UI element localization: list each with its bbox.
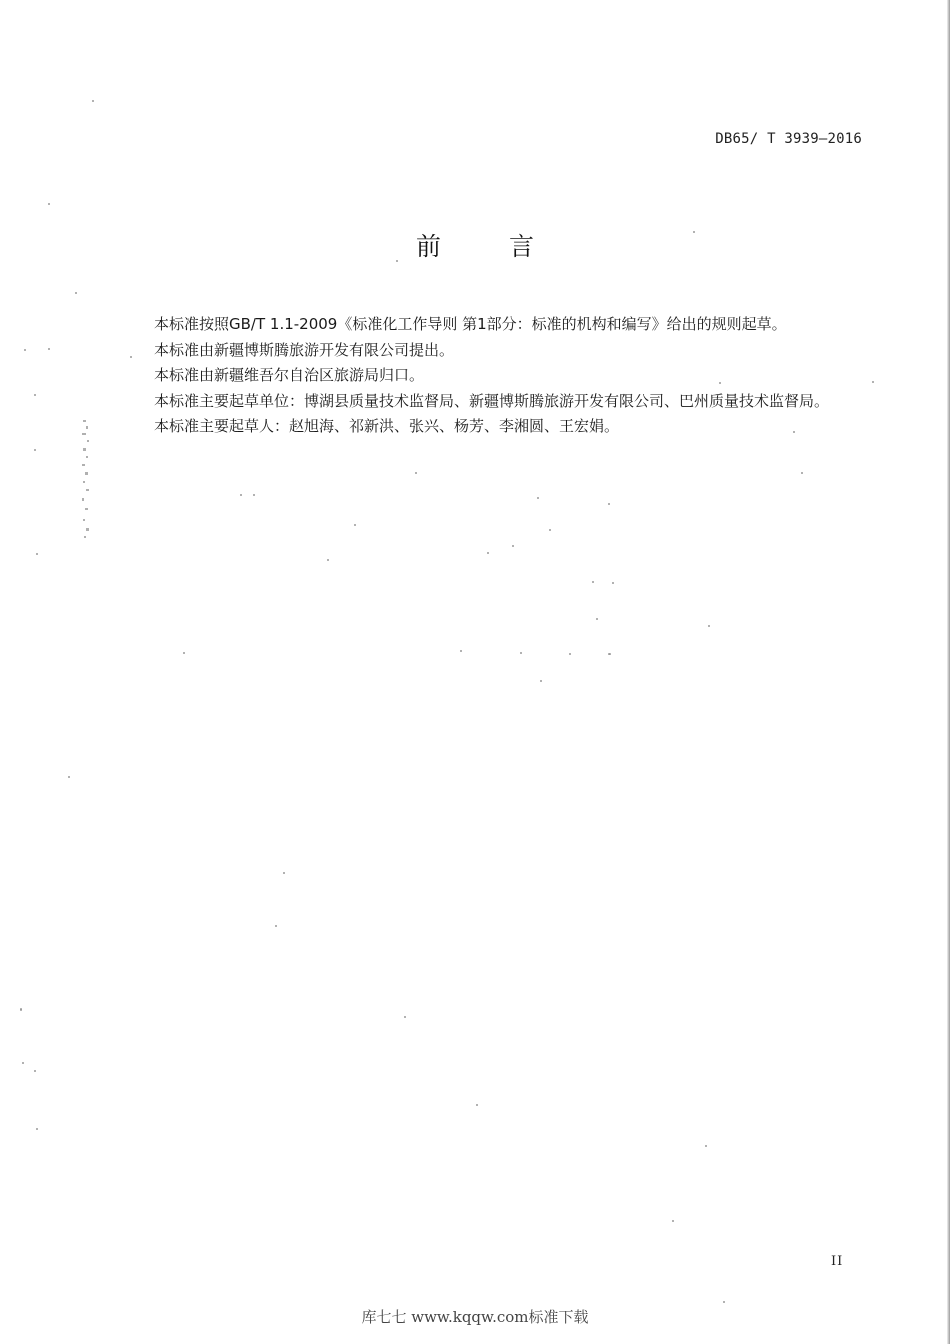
scan-speck — [540, 680, 542, 682]
scan-speck — [608, 503, 610, 505]
scan-speck — [36, 553, 38, 555]
scan-speck — [130, 356, 132, 358]
scan-speck — [34, 394, 36, 396]
scan-speck — [487, 552, 489, 554]
paragraph-drafting-units: 本标准主要起草单位：博湖县质量技术监督局、新疆博斯腾旅游开发有限公司、巴州质量技术监督局。 — [154, 391, 830, 410]
scan-speck — [537, 497, 539, 499]
scan-speck — [476, 1104, 478, 1106]
scan-speck — [549, 529, 551, 531]
scan-speck — [705, 1145, 707, 1147]
scan-speck — [872, 381, 874, 383]
scan-speck — [801, 472, 803, 474]
scan-speck — [396, 260, 398, 262]
scan-speck — [275, 925, 277, 927]
scan-speck — [596, 618, 598, 620]
scan-speck — [24, 349, 26, 351]
scan-speck — [34, 449, 36, 451]
scan-speck — [48, 203, 50, 205]
scan-smudge-mark — [80, 418, 92, 540]
scan-speck — [34, 1070, 36, 1072]
scan-speck — [512, 545, 514, 547]
scan-speck — [415, 472, 417, 474]
scan-speck — [719, 382, 721, 384]
page-number: II — [831, 1254, 844, 1269]
scan-speck — [327, 559, 329, 561]
paragraph-proposer: 本标准由新疆博斯腾旅游开发有限公司提出。 — [154, 340, 455, 359]
scan-speck — [75, 292, 77, 294]
scan-speck — [36, 1128, 38, 1130]
scan-speck — [68, 776, 70, 778]
scan-speck — [723, 1301, 725, 1303]
scan-speck — [283, 872, 285, 874]
scan-speck — [20, 1008, 22, 1011]
scan-speck — [48, 348, 50, 350]
paragraph-administrator: 本标准由新疆维吾尔自治区旅游局归口。 — [154, 366, 425, 384]
scan-speck — [592, 581, 594, 583]
scan-speck — [569, 653, 571, 655]
scan-speck — [708, 625, 710, 627]
scan-speck — [693, 231, 695, 233]
scan-speck — [404, 1016, 406, 1018]
scan-speck — [793, 431, 795, 433]
scan-speck — [240, 494, 242, 496]
paragraph-drafters: 本标准主要起草人：赵旭海、祁新洪、张兴、杨芳、李湘圆、王宏娟。 — [154, 417, 620, 435]
scan-speck — [672, 1220, 674, 1222]
scan-speck — [253, 494, 255, 496]
foreword-body — [121, 312, 863, 440]
page-title: 前 言 — [416, 232, 564, 261]
scan-speck — [22, 1062, 24, 1064]
scan-speck — [183, 652, 185, 654]
scan-speck — [520, 652, 522, 654]
watermark-text: 库七七 www.kqqw.com标准下载 — [361, 1308, 589, 1326]
scan-speck — [354, 524, 356, 526]
scan-speck — [608, 653, 611, 655]
standard-code: DB65/ T 3939—2016 — [715, 131, 862, 147]
scan-speck — [92, 100, 94, 102]
paragraph-drafting-rules: 本标准按照GB/T 1.1-2009《标准化工作导则 第1部分：标准的机构和编写》给出的规则起草。 — [154, 315, 787, 333]
scan-speck — [460, 650, 462, 652]
scan-speck — [612, 582, 614, 584]
